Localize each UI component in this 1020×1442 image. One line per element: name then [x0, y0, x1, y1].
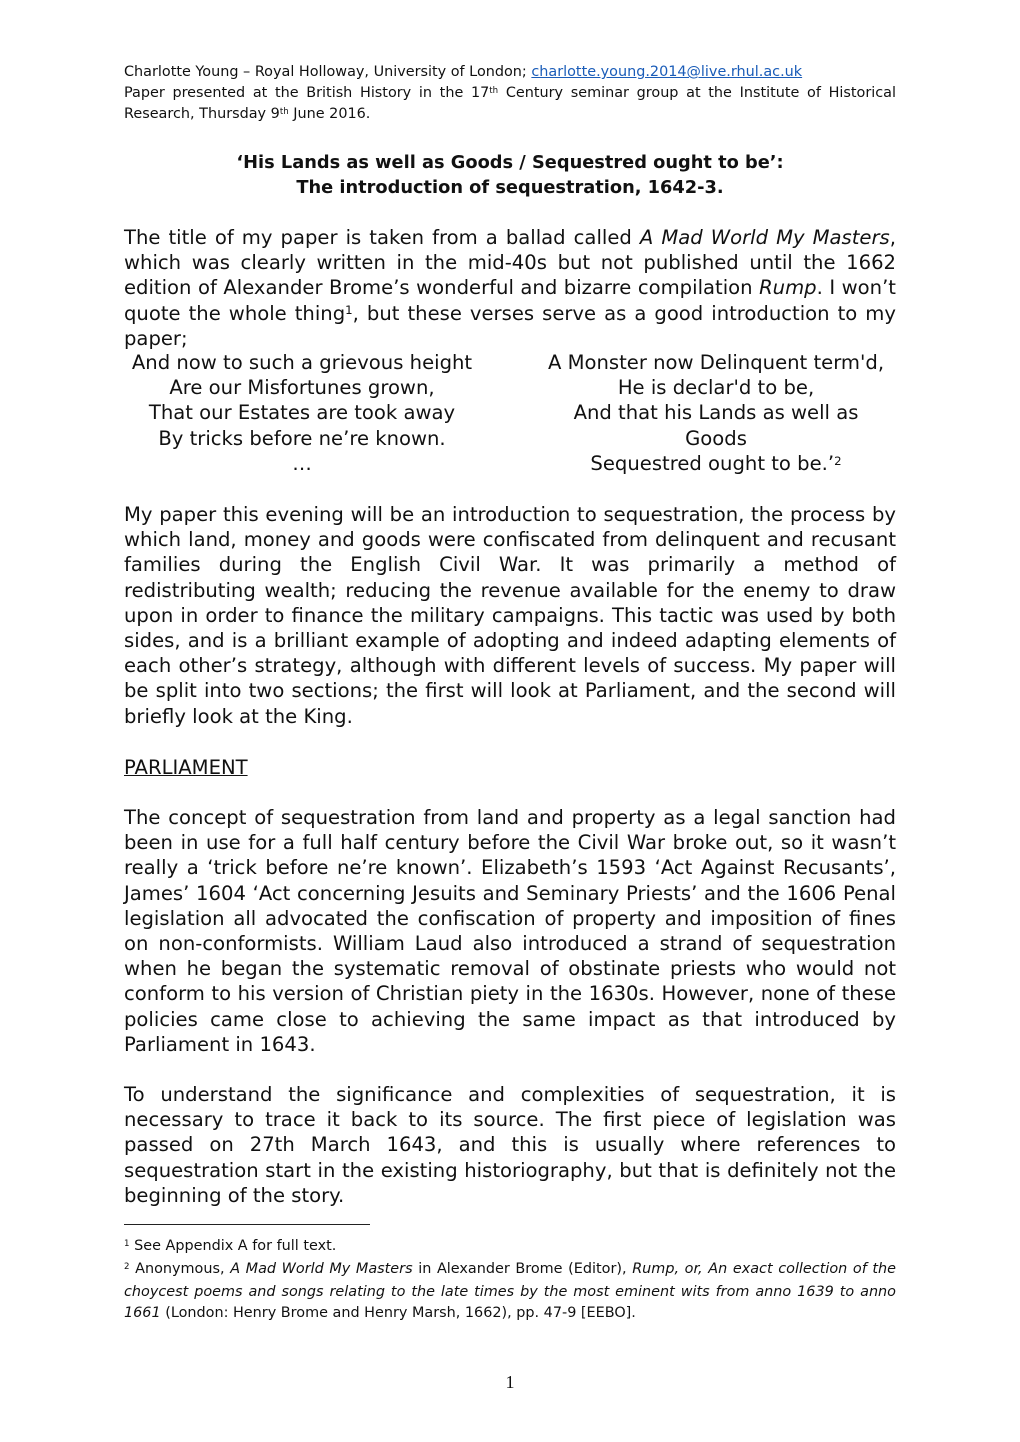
paragraph-source: To understand the significance and complexities of sequestration, it is necessary to trace it back to its source. The first piece of legislation was passed on 27th March 1643, and this is usually where references to sequestration start in the existing historiography, but that is definitely not the beginning of the story. — [124, 1083, 896, 1207]
verse-line: A Monster now Delinquent term'd, — [547, 351, 885, 374]
paragraph-history: The concept of sequestration from land and property as a legal sanction had been in use for a full half century before the Civil War broke out, so it wasn’t really a ‘trick before ne’re known’. Elizabeth’s 1593 ‘Act Against Recusants’, James’ 1604 ‘Act concerning Jesuits and Seminary Priests’ and the 1606 Penal legislation all advocated the confiscation of property and imposition of fines on non-conformists. William Laud also introduced a strand of sequestration when he began the systematic removal of obstinate priests who would not conform to his version of Christian piety in the 1630s. However, none of these policies came close to achieving the same impact as that introduced by Parliament in 1643. — [124, 806, 896, 1056]
compilation-title: Rump — [759, 276, 817, 300]
footnote-ref-2[interactable]: 2 — [834, 453, 842, 468]
verse-line: And that his Lands as well as — [573, 401, 859, 425]
verse-line: By tricks before ne’re known. — [158, 426, 446, 450]
header-line-1 — [124, 62, 896, 83]
verse-line: That our Estates are took away — [148, 401, 456, 425]
author-affiliation: Charlotte Young – Royal Holloway, University of London; — [124, 64, 532, 80]
footnotes — [124, 1236, 896, 1324]
footnote-1: $^1$ See Appendix A for full text. — [124, 1238, 337, 1254]
email-link[interactable]: charlotte.young.2014@live.rhul.ac.uk — [531, 64, 803, 80]
paragraph-intro: The title of my paper is taken from a ballad called A Mad World My Masters, which was clearly written in the mid-40s but not published until the 1662 edition of Alexander Brome’s wonderful and bizarre compilation Rump. I won’t quote the whole thing$^1$, but these verses serve as a good introduction to my paper; — [124, 226, 896, 350]
footnote-2: $^2$ Anonymous, A Mad World My Masters in Alexander Brome (Editor), Rump, or, An exact collection of the choycest poems and songs relating to the late times by the most eminent wits from anno 1639 to anno 1661 (London: Henry Brome and Henry Marsh, 1662), pp. 47-9 [EEBO]. — [124, 1261, 897, 1321]
page-number: 1 — [505, 1372, 515, 1392]
footnote-divider — [124, 1224, 370, 1225]
verse-line: Sequestred ought to be.’$^2$ — [590, 451, 842, 475]
verse-line: And now to such a grievous height — [131, 351, 473, 374]
header-line-2: Paper presented at the British History in the 17th Century seminar group at the Institute of Historical Research, Thursday 9th June 2016. — [124, 85, 896, 122]
verse-ellipsis: … — [292, 451, 312, 475]
title-line-1: ‘His Lands as well as Goods / Sequestred ought to be’: — [236, 152, 784, 173]
title-line-2: The introduction of sequestration, 1642-3. — [296, 177, 724, 198]
verse-left-column — [124, 350, 480, 476]
ballad-title: A Mad World My Masters — [639, 226, 890, 249]
verse-line: Are our Misfortunes grown, — [169, 376, 435, 400]
verse-line: He is declar'd to be, — [617, 376, 815, 400]
footnote-ref-1[interactable]: 1 — [345, 303, 353, 318]
page-header — [124, 62, 896, 125]
paper-title — [124, 150, 896, 200]
paragraph-overview: My paper this evening will be an introduction to sequestration, the process by which land, money and goods were confiscated from delinquent and recusant families during the English Civil War. It was primarily a method of redistributing wealth; reducing the revenue available for the enemy to draw upon in order to finance the military campaigns. This tactic was used by both sides, and is a brilliant example of adopting and indeed adapting elements of each other’s strategy, although with different levels of success. My paper will be split into two sections; the first will look at Parliament, and the second will briefly look at the King. — [124, 503, 896, 728]
verse-line: Goods — [685, 426, 747, 450]
section-heading-parliament: PARLIAMENT — [124, 756, 248, 779]
verse-right-column — [536, 350, 896, 476]
